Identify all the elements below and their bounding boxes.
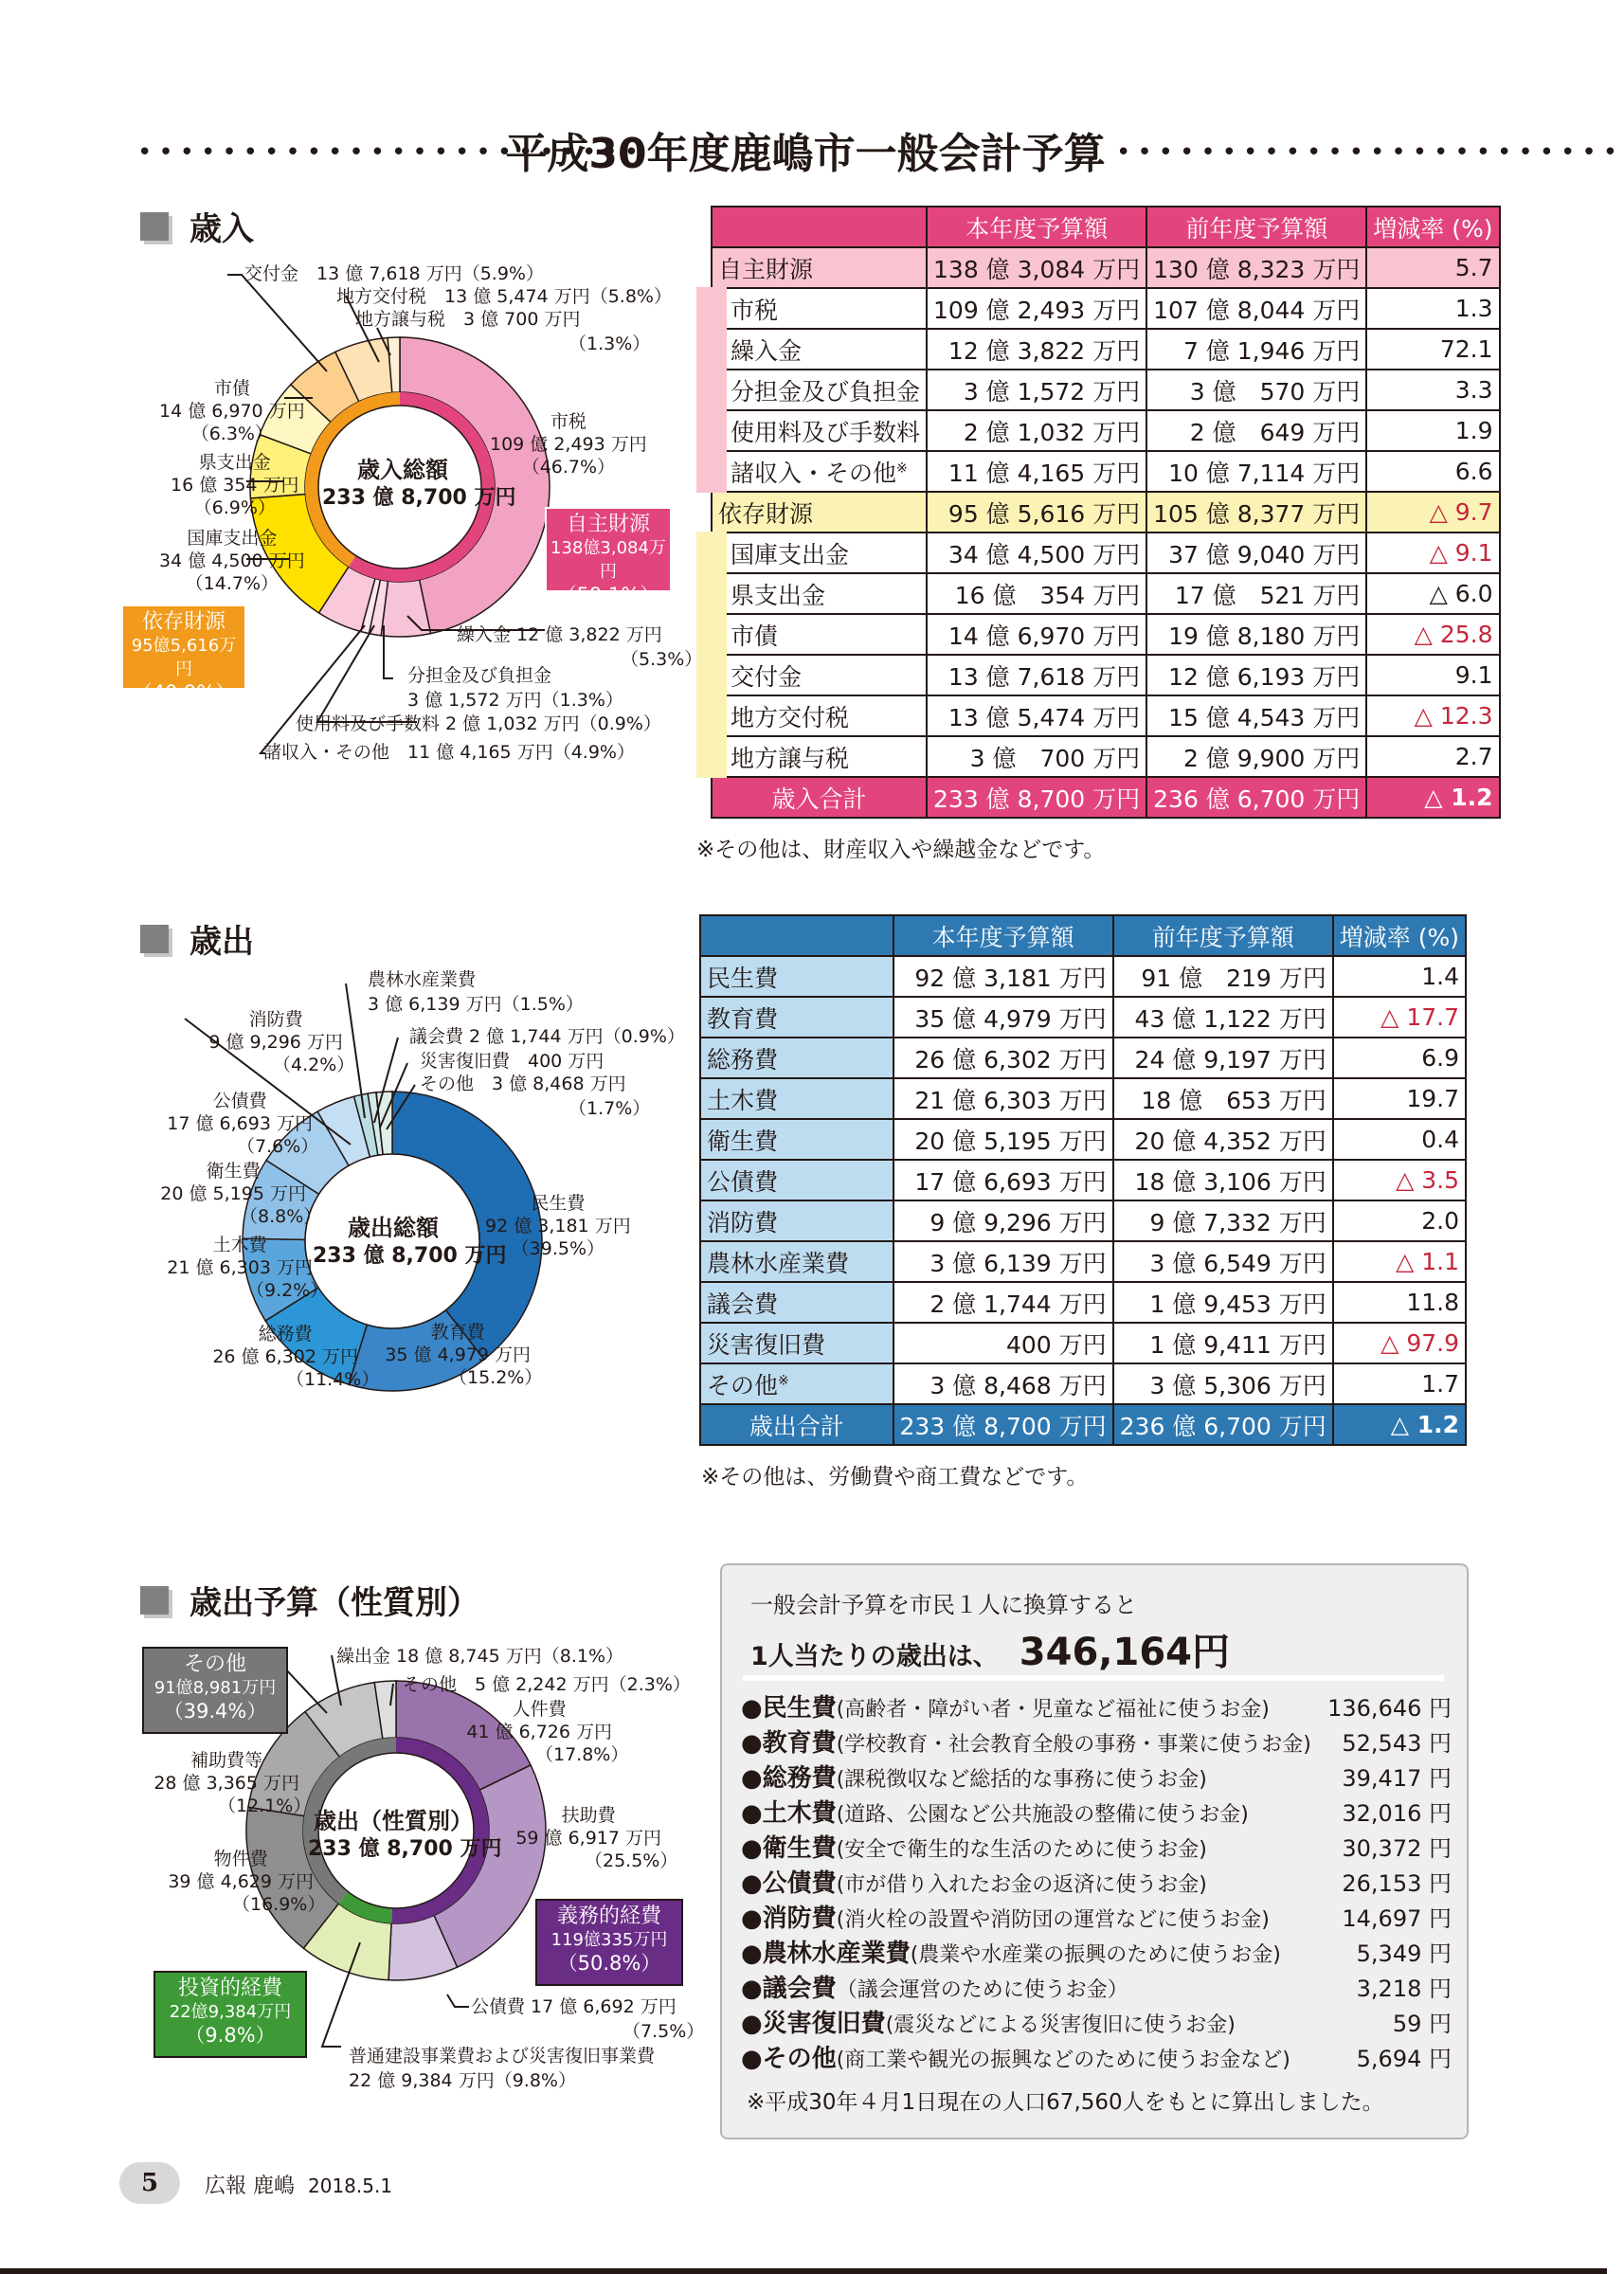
per-capita-item-name: ●衛生費 [741,1834,837,1863]
exp-label-norin-1: 3 億 6,139 万円（1.5%） [368,994,584,1015]
rev-row-cur: 109 億 2,493 万円 [927,288,1146,329]
rev-total-row [712,777,1500,818]
exp-row-prev: 3 億 5,306 万円 [1113,1363,1333,1404]
exp-row [700,1078,1466,1119]
nat-label-hojo: 補助費等 28 億 3,365 万円 （12.1%） [153,1750,312,1816]
per-capita-item-desc: (農業や水産業の振興のために使うお金) [910,1943,1281,1967]
exp-row-prev: 9 億 7,332 万円 [1113,1200,1333,1241]
exp-row [700,1241,1466,1282]
rev-label-shoshunyu: 諸収入・その他 11 億 4,165 万円（4.9%） [263,742,635,763]
rev-row-prev: 15 億 4,543 万円 [1146,695,1366,736]
per-capita-item-desc: (消火栓の設置や消防団の運営などに使うお金) [836,1908,1270,1932]
exp-total-row [700,1404,1466,1445]
exp-row-cur: 3 億 6,139 万円 [893,1241,1113,1282]
exp-row [700,997,1466,1038]
per-capita-note: ※平成30年４月1日現在の人口67,560人をもとに算出しました。 [747,2090,1384,2115]
nat-label-fujo: 扶助費 59 億 6,917 万円 （25.5%） [515,1805,678,1871]
rev-row-cur: 13 億 5,474 万円 [927,695,1146,736]
rev-th-blank [712,207,927,247]
per-capita-item-name: ●総務費 [741,1764,837,1793]
rev-row-rate: 2.7 [1366,736,1499,777]
nat-box-gimu: 義務的経費 119億335万円 （50.8%） [535,1899,683,1986]
rev-row-prev: 10 億 7,114 万円 [1146,451,1366,492]
exp-total-label: 歳出合計 [700,1404,893,1445]
footer-publication: 広報 鹿嶋 2018.5.1 [205,2175,393,2198]
exp-total-prev: 236 億 6,700 万円 [1113,1404,1333,1445]
exp-row-prev: 91 億 219 万円 [1113,956,1333,997]
exp-row-rate: △ 17.7 [1333,997,1466,1038]
rev-row-rate: 9.1 [1366,655,1499,695]
rev-row-label: 分担金及び負担金 [712,370,927,410]
nat-label-futsu-val: 22 億 9,384 万円（9.8%） [349,2070,576,2091]
exp-row-label: 民生費 [700,956,893,997]
rev-row-rate: 6.6 [1366,451,1499,492]
title-dots-left: •••••••••••••••••••••••• [137,138,646,167]
per-capita-item-label [741,1864,1207,1899]
per-capita-item-value: 39,417 円 [1342,1765,1452,1792]
exp-label-doboku: 土木費 21 億 6,303 万円 （9.2%） [167,1235,329,1301]
nat-label-jinken: 人件費 41 億 6,726 万円 （17.8%） [466,1699,629,1765]
exp-row-label: その他※ [700,1363,893,1404]
per-capita-item-value: 32,016 円 [1342,1800,1452,1827]
rev-label-kokko: 国庫支出金 34 億 4,500 万円 （14.7%） [159,528,305,594]
rev-label-shizei: 市税 109 億 2,493 万円 （46.7%） [490,411,647,478]
per-capita-item-desc: （議会運営のために使うお金） [836,1978,1128,2002]
rev-row-cur: 3 億 1,572 万円 [927,370,1146,410]
per-capita-item-value: 30,372 円 [1342,1835,1452,1862]
exp-row-cur: 17 億 6,693 万円 [893,1160,1113,1200]
per-capita-item [741,1724,1452,1759]
exp-th-prev: 前年度予算額 [1113,915,1333,956]
footer-bar [0,2268,1607,2274]
exp-row [700,1038,1466,1078]
exp-row-cur: 92 億 3,181 万円 [893,956,1113,997]
rev-row-prev: 17 億 521 万円 [1146,573,1366,614]
exp-row-prev: 18 億 3,106 万円 [1113,1160,1333,1200]
exp-row-rate: △ 1.1 [1333,1241,1466,1282]
rev-label-chihojoyo-pct: （1.3%） [568,334,651,354]
exp-row-prev: 20 億 4,352 万円 [1113,1119,1333,1160]
rev-total-rate: △ 1.2 [1366,777,1499,818]
exp-total-rate: △ 1.2 [1333,1404,1466,1445]
rev-row-cur: 13 億 7,618 万円 [927,655,1146,695]
rev-row-prev: 12 億 6,193 万円 [1146,655,1366,695]
rev-label-kofukin: 交付金 13 億 7,618 万円（5.9%） [244,263,544,284]
per-capita-item-name: ●教育費 [741,1729,837,1758]
rev-row-prev: 19 億 8,180 万円 [1146,614,1366,655]
rev-row-label: 県支出金 [712,573,927,614]
rev-row-rate: △ 25.8 [1366,614,1499,655]
rev-th-rate: 増減率 (%) [1366,207,1499,247]
per-capita-item-label [741,1794,1249,1829]
exp-row-cur: 400 万円 [893,1323,1113,1363]
exp-row-prev: 1 億 9,411 万円 [1113,1323,1333,1363]
per-capita-item [741,1759,1452,1794]
exp-label-eisei: 衛生費 20 億 5,195 万円 （8.8%） [160,1161,322,1227]
per-capita-amount: 346,164円 [1019,1631,1230,1674]
exp-row-rate: △ 97.9 [1333,1323,1466,1363]
rev-label-shisai: 市債 14 億 6,970 万円 （6.3%） [159,378,305,444]
rev-row-cur: 3 億 700 万円 [927,736,1146,777]
per-capita-item-desc: (学校教育・社会教育全般の事務・事業に使うお金) [836,1733,1311,1757]
rev-label-kuriire: 繰入金 12 億 3,822 万円 [457,624,662,645]
exp-row-cur: 26 億 6,302 万円 [893,1038,1113,1078]
rev-label-chihojoyo: 地方譲与税 3 億 700 万円 [355,309,581,330]
exp-row-label: 議会費 [700,1282,893,1323]
rev-row [712,736,1500,777]
per-capita-box [720,1563,1469,2139]
rev-row-label: 自主財源 [712,247,927,288]
exp-row-prev: 43 億 1,122 万円 [1113,997,1333,1038]
rev-row-cur: 14 億 6,970 万円 [927,614,1146,655]
exp-row-rate: 1.4 [1333,956,1466,997]
rev-row-label: 依存財源 [712,492,927,532]
exp-row-prev: 18 億 653 万円 [1113,1078,1333,1119]
rev-row-label: 地方交付税 [712,695,927,736]
exp-label-shobo: 消防費 9 億 9,296 万円 （4.2%） [208,1009,355,1075]
rev-label-shiyoryo: 使用料及び手数料 2 億 1,032 万円（0.9%） [296,713,661,734]
rev-row-prev: 2 億 9,900 万円 [1146,736,1366,777]
rev-row [712,532,1500,573]
rev-th-prev: 前年度予算額 [1146,207,1366,247]
nat-box-sonota: その他 91億8,981万円 （39.4%） [142,1647,288,1734]
exp-row-label: 公債費 [700,1160,893,1200]
exp-row-prev: 1 億 9,453 万円 [1113,1282,1333,1323]
per-capita-item-label [741,1759,1207,1794]
revenue-heading: 歳入 [140,203,254,249]
per-capita-item-value: 26,153 円 [1342,1870,1452,1897]
rev-row-rate: 1.3 [1366,288,1499,329]
page-number: 5 [119,2162,180,2204]
exp-row-cur: 9 億 9,296 万円 [893,1200,1113,1241]
per-capita-item-name: ●土木費 [741,1799,837,1828]
exp-row [700,1200,1466,1241]
rev-row-prev: 130 億 8,323 万円 [1146,247,1366,288]
per-capita-item-desc: (市が借り入れたお金の返済に使うお金) [836,1873,1207,1897]
per-capita-item-label [741,1829,1207,1864]
rev-row [712,247,1500,288]
rev-row-label: 市債 [712,614,927,655]
exp-row-rate: 0.4 [1333,1119,1466,1160]
per-capita-item-value: 14,697 円 [1342,1905,1452,1932]
per-capita-item [741,1829,1452,1864]
rev-th-cur: 本年度予算額 [927,207,1146,247]
rev-row-prev: 105 億 8,377 万円 [1146,492,1366,532]
per-capita-item [741,2004,1452,2039]
rev-row-prev: 37 億 9,040 万円 [1146,532,1366,573]
exp-row [700,1363,1466,1404]
per-capita-item-value: 5,349 円 [1356,1940,1452,1967]
per-capita-item-desc: (道路、公園など公共施設の整備に使うお金) [836,1803,1249,1827]
exp-row-prev: 24 億 9,197 万円 [1113,1038,1333,1078]
per-capita-item-value: 136,646 円 [1327,1695,1452,1722]
per-capita-item-name: ●農林水産業費 [741,1940,911,1968]
per-capita-item [741,1688,1452,1724]
exp-label-sonota: その他 3 億 8,468 万円 [420,1074,626,1094]
exp-row-cur: 21 億 6,303 万円 [893,1078,1113,1119]
exp-row-label: 消防費 [700,1200,893,1241]
exp-row-cur: 35 億 4,979 万円 [893,997,1113,1038]
exp-row-rate: 6.9 [1333,1038,1466,1078]
rev-row [712,695,1500,736]
rev-label-buntan-val: 3 億 1,572 万円（1.3%） [407,690,623,711]
exp-row-cur: 20 億 5,195 万円 [893,1119,1113,1160]
exp-label-minsei: 民生費 92 億 3,181 万円 （39.5%） [485,1193,631,1259]
per-capita-item-desc: (高齢者・障がい者・児童など福祉に使うお金) [836,1698,1270,1722]
exp-th-rate: 増減率 (%) [1333,915,1466,956]
rev-row-cur: 2 億 1,032 万円 [927,410,1146,451]
per-capita-item-name: ●消防費 [741,1904,837,1933]
exp-th-cur: 本年度予算額 [893,915,1113,956]
rev-row [712,492,1500,532]
revenue-note: ※その他は、財産収入や繰越金などです。 [696,838,1106,862]
page-title: 平成30年度鹿嶋市一般会計予算 [505,130,1106,178]
exp-label-sonota-pct: （1.7%） [568,1098,651,1119]
exp-row-rate: 11.8 [1333,1282,1466,1323]
rev-row-label: 使用料及び手数料 [712,410,927,451]
exp-label-kosai: 公債費 17 億 6,693 万円 （7.6%） [167,1091,319,1157]
per-capita-headline: 1人当たりの歳出は、 346,164円 [750,1622,1230,1676]
rev-label-kuriire-pct: （5.3%） [621,649,703,670]
rev-row-label: 地方譲与税 [712,736,927,777]
exp-row [700,1160,1466,1200]
rev-row [712,410,1500,451]
exp-row [700,1323,1466,1363]
rev-row-label: 市税 [712,288,927,329]
nat-label-kosai: 公債費 17 億 6,692 万円 [471,1996,677,2017]
rev-row-rate: 1.9 [1366,410,1499,451]
per-capita-item [741,1864,1452,1899]
nat-label-bukken: 物件費 39 億 4,629 万円 （16.9%） [168,1849,326,1915]
per-capita-item-label [741,1688,1270,1724]
exp-label-gikai: 議会費 2 億 1,744 万円（0.9%） [409,1026,685,1047]
exp-row-label: 総務費 [700,1038,893,1078]
rev-total-prev: 236 億 6,700 万円 [1146,777,1366,818]
rev-box-izon: 依存財源 95億5,616万円 （40.9%） [121,605,246,690]
nat-label-futsu: 普通建設事業費および災害復旧事業費 [349,2046,656,2066]
rev-row-cur: 95 億 5,616 万円 [927,492,1146,532]
nat-box-toshi: 投資的経費 22億9,384万円 （9.8%） [153,1971,307,2058]
per-capita-item-desc: (安全で衛生的な生活のために使うお金) [836,1838,1207,1862]
per-capita-item-label [741,1899,1270,1934]
rev-row-rate: △ 9.1 [1366,532,1499,573]
rev-row-prev: 3 億 570 万円 [1146,370,1366,410]
rev-row-rate: 72.1 [1366,329,1499,370]
rev-row-cur: 16 億 354 万円 [927,573,1146,614]
rev-row-prev: 2 億 649 万円 [1146,410,1366,451]
nature-donut-svg [0,0,701,2113]
exp-row-label: 災害復旧費 [700,1323,893,1363]
nat-label-kosai-pct: （7.5%） [623,2021,705,2042]
rev-row-rate: △ 9.7 [1366,492,1499,532]
exp-label-somu: 総務費 26 億 6,302 万円 （11.4%） [212,1324,380,1390]
exp-label-saigai: 災害復旧費 400 万円 [420,1051,604,1072]
nat-label-sonota: その他 5 億 2,242 万円（2.3%） [403,1674,691,1695]
per-capita-item-label [741,2039,1290,2074]
per-capita-item-name: ●災害復旧費 [741,2010,886,2038]
per-capita-item-desc: (商工業や観光の振興などのために使うお金など) [836,2048,1290,2072]
title-dots-right: •••••••••••••••••••••••• [1116,138,1624,167]
nature-heading: 歳出予算（性質別） [140,1577,479,1623]
rev-row-prev: 107 億 8,044 万円 [1146,288,1366,329]
per-capita-item-value: 52,543 円 [1342,1730,1452,1757]
exp-row-prev: 3 億 6,549 万円 [1113,1241,1333,1282]
rev-row [712,451,1500,492]
rev-row-rate: △ 12.3 [1366,695,1499,736]
rev-row-label: 繰入金 [712,329,927,370]
exp-row [700,1119,1466,1160]
per-capita-item-desc: (震災などによる災害復旧に使うお金) [885,2013,1236,2037]
exp-row-label: 土木費 [700,1078,893,1119]
exp-row-rate: 1.7 [1333,1363,1466,1404]
exp-row-label: 農林水産業費 [700,1241,893,1282]
expense-heading: 歳出 [140,915,254,962]
per-capita-item [741,1969,1452,2004]
nat-label-kuridashi: 繰出金 18 億 8,745 万円（8.1%） [336,1646,623,1667]
per-capita-item-name: ●公債費 [741,1869,837,1898]
exp-row-rate: △ 3.5 [1333,1160,1466,1200]
rev-row-cur: 11 億 4,165 万円 [927,451,1146,492]
exp-row-cur: 3 億 8,468 万円 [893,1363,1113,1404]
per-capita-item-name: ●その他 [741,2045,837,2073]
rev-row-rate: △ 6.0 [1366,573,1499,614]
exp-row-rate: 19.7 [1333,1078,1466,1119]
per-capita-item-label [741,2004,1236,2039]
rev-box-jishu: 自主財源 138億3,084万円 （59.1%） [545,507,672,592]
rev-row-cur: 34 億 4,500 万円 [927,532,1146,573]
per-capita-item-value: 59 円 [1392,2011,1452,2037]
rev-row [712,329,1500,370]
rev-total-cur: 233 億 8,700 万円 [927,777,1146,818]
per-capita-item-label [741,1934,1281,1969]
rev-row-rate: 5.7 [1366,247,1499,288]
per-capita-item [741,1899,1452,1934]
per-capita-item-value: 5,694 円 [1356,2046,1452,2072]
rev-total-label: 歳入合計 [712,777,927,818]
rev-row [712,573,1500,614]
exp-th-blank [700,915,893,956]
per-capita-intro: 一般会計予算を市民１人に換算すると [750,1592,1137,1618]
expense-donut-center: 歳出総額 233 億 8,700 万円 [313,1215,507,1268]
per-capita-item-desc: (課税徴収など総括的な事務に使うお金) [836,1768,1207,1792]
rev-row-cur: 138 億 3,084 万円 [927,247,1146,288]
revenue-donut-center: 歳入総額 233 億 8,700 万円 [322,457,516,510]
exp-row [700,1282,1466,1323]
per-capita-item [741,1934,1452,1969]
rev-row [712,614,1500,655]
rev-row-rate: 3.3 [1366,370,1499,410]
rev-row-label: 交付金 [712,655,927,695]
per-capita-item [741,2039,1452,2074]
per-capita-item-name: ●議会費 [741,1975,837,2003]
exp-row [700,956,1466,997]
exp-row-label: 教育費 [700,997,893,1038]
exp-row-cur: 2 億 1,744 万円 [893,1282,1113,1323]
rev-row-label: 諸収入・その他※ [712,451,927,492]
exp-row-label: 衛生費 [700,1119,893,1160]
exp-total-cur: 233 億 8,700 万円 [893,1404,1113,1445]
rev-label-chihokofu: 地方交付税 13 億 5,474 万円（5.8%） [336,286,672,307]
nature-donut-center: 歳出（性質別） 233 億 8,700 万円 [308,1808,502,1861]
per-capita-item-label [741,1969,1128,2004]
per-capita-item-name: ●民生費 [741,1694,837,1723]
per-capita-item [741,1794,1452,1829]
per-capita-item-value: 3,218 円 [1356,1976,1452,2002]
revenue-table [696,206,1501,819]
rev-label-kenshishutsu: 県支出金 16 億 354 万円 （6.9%） [171,452,299,518]
footer-date: 2018.5.1 [308,2175,393,2197]
rev-row-prev: 7 億 1,946 万円 [1146,329,1366,370]
rev-row [712,655,1500,695]
rev-row-label: 国庫支出金 [712,532,927,573]
per-capita-item-label [741,1724,1311,1759]
per-capita-divider [743,1675,1444,1681]
exp-row-rate: 2.0 [1333,1200,1466,1241]
rev-row [712,370,1500,410]
exp-label-kyoiku: 教育費 35 億 4,979 万円 （15.2%） [385,1322,543,1388]
rev-row [712,288,1500,329]
expense-note: ※その他は、労働費や商工費などです。 [701,1465,1089,1489]
rev-row-cur: 12 億 3,822 万円 [927,329,1146,370]
expense-table [699,914,1467,1446]
rev-label-buntan: 分担金及び負担金 [407,665,552,686]
exp-label-norin-0: 農林水産業費 [368,969,477,990]
